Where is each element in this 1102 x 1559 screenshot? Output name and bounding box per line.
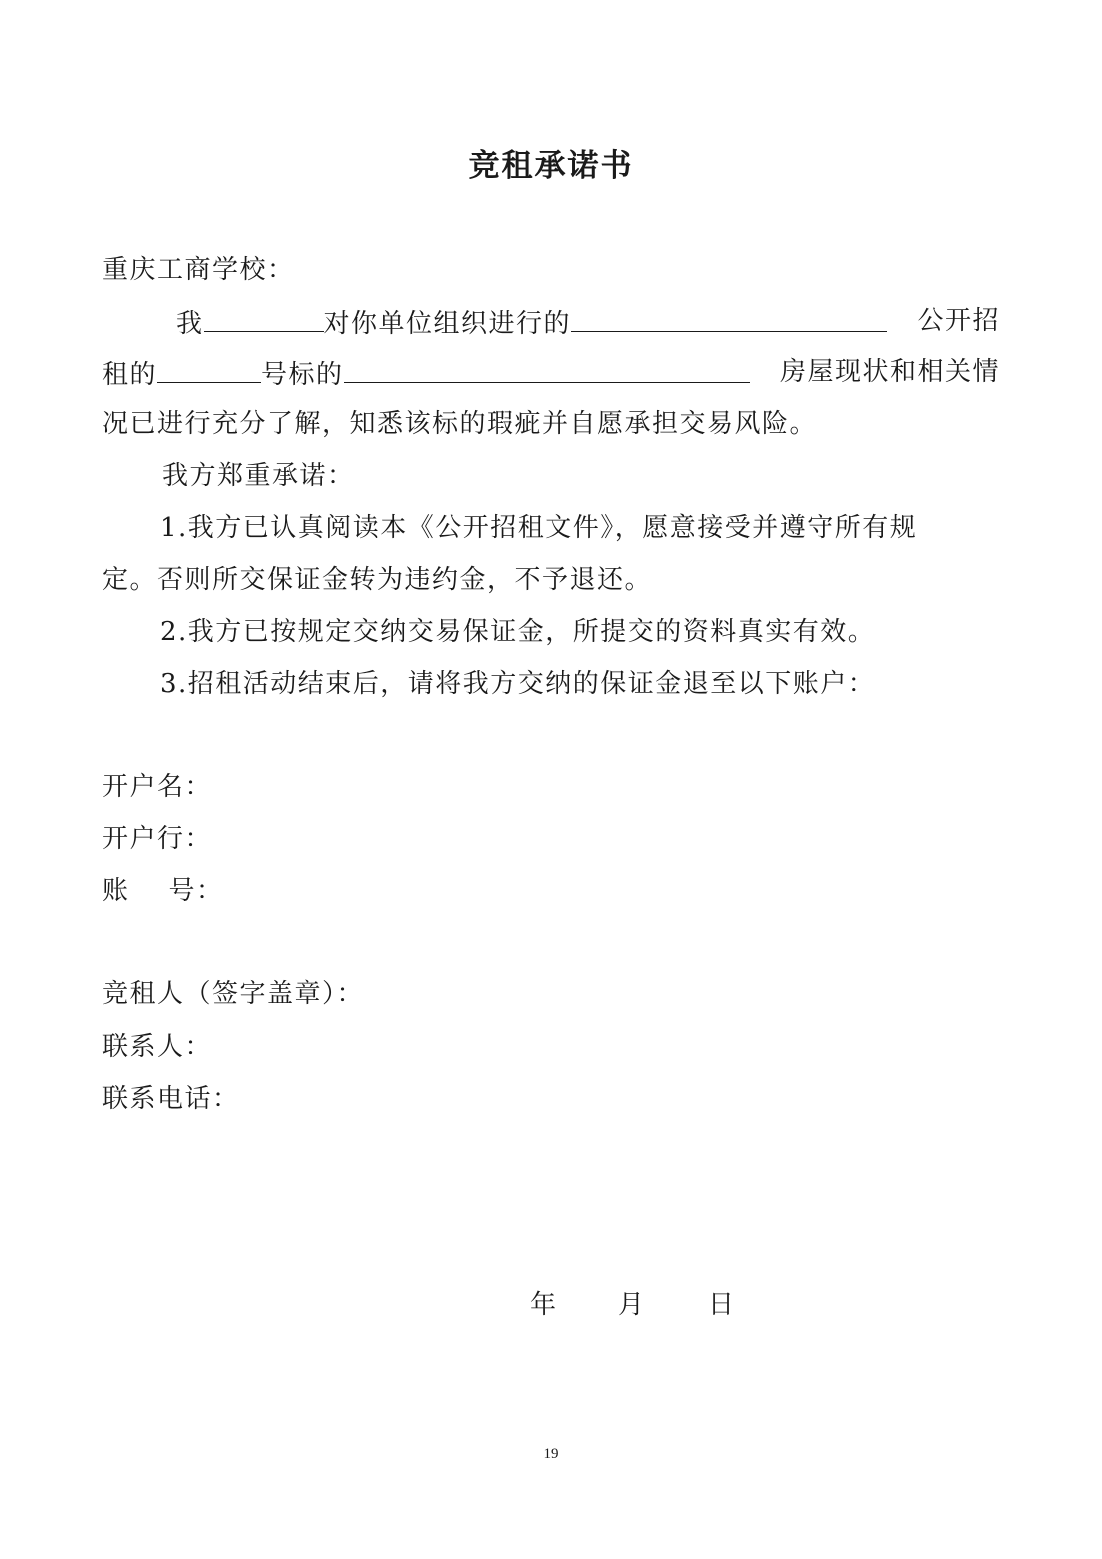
paragraph-1-line-1 xyxy=(102,303,1000,342)
lot-number-blank xyxy=(157,354,261,383)
date-year: 年 xyxy=(530,1290,557,1320)
paragraph-1-line-2 xyxy=(102,354,1000,393)
date-month: 月 xyxy=(618,1290,645,1320)
commitment-item-3: 3.招租活动结束后，请将我方交纳的保证金退至以下账户： xyxy=(160,669,876,699)
text-segment: 对你单位组织进行的 xyxy=(323,309,572,339)
text-segment: 我 xyxy=(176,309,204,339)
account-name-label: 开户名： xyxy=(102,772,213,802)
project-name-blank xyxy=(571,303,887,332)
paragraph-1-line-3: 况已进行充分了解，知悉该标的瑕疵并自愿承担交易风险。 xyxy=(102,409,818,439)
text-segment: 号标的 xyxy=(261,360,344,390)
text-segment: 公开招 xyxy=(917,306,1000,336)
commitment-item-2: 2.我方已按规定交纳交易保证金，所提交的资料真实有效。 xyxy=(160,617,876,647)
property-name-blank xyxy=(344,354,750,383)
bidder-signature-label: 竞租人（签字盖章）： xyxy=(102,979,365,1009)
text-segment: 房屋现状和相关情 xyxy=(779,357,1000,387)
contact-person-label: 联系人： xyxy=(102,1032,213,1062)
signature-date xyxy=(530,1287,734,1323)
commitment-intro: 我方郑重承诺： xyxy=(162,461,355,491)
account-bank-label: 开户行： xyxy=(102,824,213,854)
date-day: 日 xyxy=(708,1290,735,1320)
bidder-name-blank xyxy=(204,303,324,332)
addressee: 重庆工商学校： xyxy=(102,255,295,285)
text-segment: 租的 xyxy=(102,360,158,390)
commitment-item-1-line-2: 定。否则所交保证金转为违约金，不予退还。 xyxy=(102,565,653,595)
commitment-item-1-line-1: 1.我方已认真阅读本《公开招租文件》，愿意接受并遵守所有规 xyxy=(160,513,918,543)
contact-phone-label: 联系电话： xyxy=(102,1084,240,1114)
document-title: 竞租承诺书 xyxy=(468,148,634,184)
page-number: 19 xyxy=(543,1446,559,1462)
account-number-label: 账 号： xyxy=(102,876,224,906)
